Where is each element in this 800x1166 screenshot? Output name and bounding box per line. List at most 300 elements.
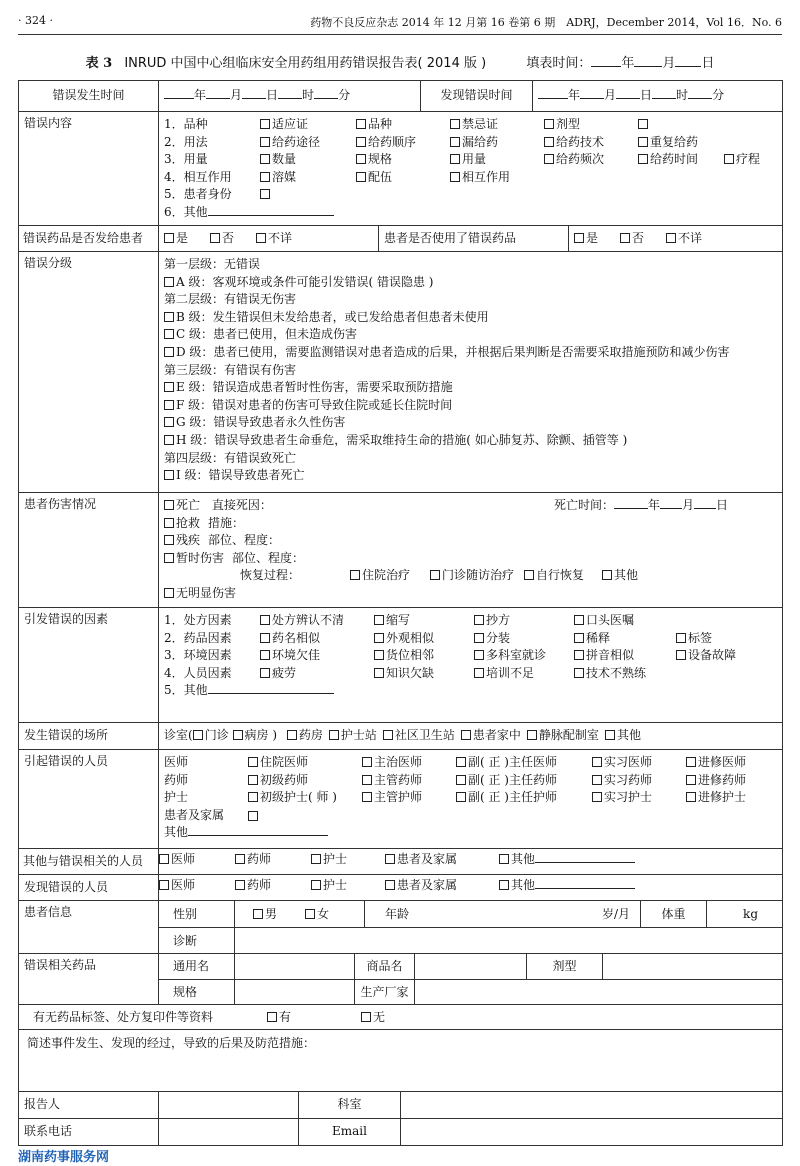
factor-option-checkbox[interactable]: [574, 668, 584, 678]
person-family-checkbox[interactable]: [248, 811, 258, 821]
factor-option-label: 缩写: [386, 613, 411, 627]
factor-option-checkbox[interactable]: [676, 633, 686, 643]
factor-option-checkbox[interactable]: [474, 668, 484, 678]
others-related-option[interactable]: [159, 849, 195, 869]
content-option-checkbox[interactable]: [450, 172, 460, 182]
manufacturer-field[interactable]: [415, 980, 783, 1005]
fill-day-blank[interactable]: [675, 55, 701, 67]
recovery-opt-2[interactable]: 自行恢复: [524, 567, 584, 585]
dispense-option-1[interactable]: [210, 231, 234, 245]
drug-row: [19, 954, 783, 1005]
content-category: 4．相互作用: [164, 169, 232, 184]
discoverer-other-blank[interactable]: [535, 877, 635, 889]
factor-option-checkbox[interactable]: [260, 615, 270, 625]
content-option-checkbox[interactable]: [638, 154, 648, 164]
diagnosis-field[interactable]: [235, 928, 783, 954]
factor-option-label: 设备故障: [688, 648, 737, 663]
content-option-checkbox[interactable]: [544, 119, 554, 129]
grade-checkbox[interactable]: [164, 382, 174, 392]
others-related-option-label: 护士: [323, 852, 348, 866]
dispense-option-checkbox[interactable]: [164, 233, 174, 243]
content-option[interactable]: [356, 169, 392, 187]
factor-line: [164, 612, 777, 630]
place-option-1[interactable]: [329, 728, 377, 742]
person-category: 护士: [164, 790, 189, 805]
grade-option-label: C 级：患者已使用，但未造成伤害: [176, 327, 357, 342]
content-option-label: 疗程: [736, 152, 761, 167]
manufacturer-label: 生产厂家: [355, 980, 415, 1005]
dispense-option-0[interactable]: [164, 231, 188, 245]
grade-option-label: B 级：发生错误但未发给患者，或已发给患者但患者未使用: [176, 309, 489, 324]
fill-date: [526, 56, 714, 71]
grade-option-label: I 级：错误导致患者死亡: [176, 468, 305, 483]
factor-option[interactable]: [574, 665, 646, 683]
place-options: [159, 723, 783, 749]
place-row: [19, 723, 783, 750]
content-option[interactable]: [450, 116, 498, 134]
content-option-checkbox[interactable]: [356, 154, 366, 164]
discoverer-option-label: 患者及家属: [397, 878, 458, 892]
running-header: [18, 12, 782, 35]
others-related-option-label: 患者及家属: [397, 852, 458, 866]
content-option[interactable]: [260, 186, 272, 204]
discoverer-row: [19, 875, 783, 901]
dispense-option-checkbox[interactable]: [210, 233, 220, 243]
content-option-checkbox[interactable]: [356, 172, 366, 182]
factor-option-label: 技术不熟练: [586, 665, 647, 680]
weight-field[interactable]: kg: [707, 901, 783, 927]
person-option-checkbox[interactable]: [592, 757, 602, 767]
age-field[interactable]: [365, 901, 641, 927]
person-option-checkbox[interactable]: [686, 792, 696, 802]
generic-name-field[interactable]: [235, 954, 355, 979]
site-logo-text: 湖南药事服务网: [18, 1150, 110, 1165]
others-related-option-checkbox[interactable]: [499, 854, 509, 864]
used-option-checkbox[interactable]: [574, 233, 584, 243]
content-option-checkbox[interactable]: [544, 137, 554, 147]
grade-option-label: E 级：错误造成患者暂时性伤害，需要采取预防措施: [176, 380, 453, 395]
fill-month-unit: 月: [662, 56, 676, 71]
person-option[interactable]: [456, 789, 557, 807]
reporter-label: 报告人: [19, 1092, 159, 1118]
dispense-option-label: 不详: [268, 231, 293, 245]
content-option-checkbox[interactable]: [450, 154, 460, 164]
person-option-checkbox[interactable]: [592, 792, 602, 802]
spec-field[interactable]: [235, 980, 355, 1005]
factor-option[interactable]: [474, 665, 534, 683]
person-option[interactable]: [362, 789, 422, 807]
rescue-checkbox[interactable]: [164, 518, 174, 528]
factor-option-checkbox[interactable]: [374, 668, 384, 678]
factor-option-checkbox[interactable]: [474, 633, 484, 643]
occur-time-fields[interactable]: 年 月 日 时 分: [159, 81, 421, 111]
person-option-checkbox[interactable]: [362, 757, 372, 767]
factors-row: [19, 608, 783, 723]
others-related-other-blank[interactable]: [535, 851, 635, 863]
grade-option[interactable]: [164, 397, 777, 415]
recovery-opt-0[interactable]: 住院治疗: [350, 567, 410, 585]
person-option[interactable]: [686, 789, 746, 807]
person-option-label: 住院医师: [260, 755, 309, 769]
content-option[interactable]: [260, 169, 296, 187]
grade-row: [19, 252, 783, 493]
trade-name-field[interactable]: [415, 954, 527, 979]
death-cause-label: 直接死因：: [211, 498, 272, 512]
grade-option[interactable]: [164, 379, 777, 397]
person-option-checkbox[interactable]: [362, 775, 372, 785]
factor-option[interactable]: [574, 647, 634, 665]
factor-option[interactable]: [260, 647, 320, 665]
person-option-checkbox[interactable]: [248, 792, 258, 802]
dispense-options[interactable]: [159, 226, 379, 251]
others-related-option-checkbox[interactable]: [159, 854, 169, 864]
others-related-option[interactable]: [311, 849, 347, 869]
person-other-blank[interactable]: [188, 824, 328, 836]
factor-option-checkbox[interactable]: [260, 668, 270, 678]
factor-option-label: 药名相似: [272, 630, 321, 645]
discoverer-option-checkbox[interactable]: [159, 880, 169, 890]
describe-row[interactable]: [19, 1030, 783, 1092]
content-option-checkbox[interactable]: [450, 137, 460, 147]
content-line: [164, 116, 777, 134]
content-option-label: 相互作用: [462, 169, 511, 184]
person-option-label: 进修药师: [698, 772, 747, 787]
grade-option[interactable]: [164, 414, 777, 432]
content-option[interactable]: [450, 151, 486, 169]
place-option-0[interactable]: [287, 728, 323, 742]
person-option-label: 进修医师: [698, 755, 747, 769]
sex-options[interactable]: 男 女: [235, 901, 365, 927]
persons-options: [159, 750, 783, 848]
content-option-checkbox[interactable]: [260, 137, 270, 147]
grade-option[interactable]: [164, 309, 777, 327]
grade-option[interactable]: [164, 326, 777, 344]
content-option[interactable]: [450, 134, 498, 152]
factor-option-label: 稀释: [586, 630, 611, 645]
factor-option-label: 环境欠佳: [272, 648, 321, 663]
discoverer-option[interactable]: [385, 875, 457, 895]
report-form: [18, 80, 783, 1146]
place-option-4[interactable]: [527, 728, 599, 742]
grade-level-label: 第三层级：有错误有伤害: [164, 362, 297, 377]
factor-option[interactable]: [474, 630, 510, 648]
content-option[interactable]: [260, 134, 320, 152]
factor-line: [164, 665, 777, 683]
content-category: 3．用量: [164, 152, 208, 167]
fill-month-blank[interactable]: [634, 55, 662, 67]
ward-option[interactable]: 病房 ): [233, 728, 278, 742]
used-option-checkbox[interactable]: [666, 233, 676, 243]
label-copy-no[interactable]: 无: [361, 1009, 385, 1025]
content-category: 2．用法: [164, 134, 208, 149]
used-option-label: 是: [586, 231, 599, 245]
content-option[interactable]: [356, 134, 416, 152]
place-checkbox[interactable]: [329, 730, 339, 740]
person-other-line: [164, 824, 777, 842]
person-option[interactable]: [456, 772, 557, 790]
grade-level-heading: [164, 362, 777, 380]
no-harm-checkbox[interactable]: [164, 588, 174, 598]
others-related-option[interactable]: [235, 849, 271, 869]
person-option[interactable]: [592, 754, 652, 772]
death-checkbox[interactable]: [164, 500, 174, 510]
factor-option-checkbox[interactable]: [374, 615, 384, 625]
factor-option[interactable]: [676, 647, 736, 665]
person-option-checkbox[interactable]: [456, 775, 466, 785]
others-related-row: [19, 849, 783, 875]
person-option-checkbox[interactable]: [456, 757, 466, 767]
grade-checkbox[interactable]: [164, 470, 174, 480]
place-checkbox[interactable]: [287, 730, 297, 740]
content-option-label: 给药频次: [556, 152, 605, 167]
harm-label: 患者伤害情况: [19, 493, 159, 607]
factor-category: 4．人员因素: [164, 665, 232, 680]
factor-option[interactable]: [474, 612, 510, 630]
harm-row: [19, 493, 783, 608]
department-field[interactable]: [401, 1092, 783, 1118]
grade-option[interactable]: [164, 344, 777, 362]
person-category: 医师: [164, 755, 189, 769]
content-option[interactable]: [450, 169, 510, 187]
content-option-checkbox[interactable]: [260, 154, 270, 164]
factor-option-checkbox[interactable]: [374, 633, 384, 643]
content-option-label: 给药时间: [650, 152, 699, 167]
others-related-label: 其他与错误相关的人员: [19, 849, 159, 874]
factor-option-checkbox[interactable]: [574, 650, 584, 660]
recovery-opt-3[interactable]: 其他: [602, 567, 638, 585]
grade-level-heading: [164, 450, 777, 468]
content-option-label: 剂型: [556, 117, 581, 131]
email-field[interactable]: [401, 1119, 783, 1145]
weight-label: 体重: [641, 901, 707, 927]
others-related-option[interactable]: [499, 849, 635, 869]
discoverer-option-checkbox[interactable]: [499, 880, 509, 890]
recovery-opt-1[interactable]: 门诊随访治疗: [430, 567, 514, 585]
content-other-line: [164, 204, 777, 222]
fill-day-unit: 日: [701, 56, 715, 71]
content-option[interactable]: [356, 151, 392, 169]
patient-row: [19, 901, 783, 954]
person-option[interactable]: [686, 772, 746, 790]
factor-option-checkbox[interactable]: [574, 615, 584, 625]
person-option-checkbox[interactable]: [248, 775, 258, 785]
person-option-checkbox[interactable]: [686, 757, 696, 767]
factor-option-checkbox[interactable]: [676, 650, 686, 660]
factor-option[interactable]: [574, 630, 610, 648]
factor-option-checkbox[interactable]: [474, 650, 484, 660]
content-option[interactable]: [260, 116, 308, 134]
content-option[interactable]: [638, 134, 698, 152]
grade-checkbox[interactable]: [164, 417, 174, 427]
place-checkbox[interactable]: [461, 730, 471, 740]
grade-checkbox[interactable]: [164, 435, 174, 445]
factor-option[interactable]: [260, 612, 344, 630]
content-option[interactable]: [638, 116, 650, 134]
person-option-checkbox[interactable]: [456, 792, 466, 802]
content-option[interactable]: [638, 151, 698, 169]
person-option-label: 主治医师: [374, 755, 423, 769]
content-option-checkbox[interactable]: [260, 119, 270, 129]
content-option-checkbox[interactable]: [260, 172, 270, 182]
content-option[interactable]: [356, 116, 392, 134]
grade-checkbox[interactable]: [164, 312, 174, 322]
discoverer-option-checkbox[interactable]: [385, 880, 395, 890]
factor-option[interactable]: [574, 612, 634, 630]
grade-level-label: 第二层级：有错误无伤害: [164, 292, 297, 307]
factor-option-checkbox[interactable]: [374, 650, 384, 660]
grade-option[interactable]: [164, 467, 777, 485]
death-time[interactable]: 死亡时间： 年 月 日: [554, 498, 729, 512]
person-option-label: 初级护士( 师 ): [260, 790, 337, 805]
discoverer-option[interactable]: [499, 875, 635, 895]
content-option-checkbox[interactable]: [450, 119, 460, 129]
person-option[interactable]: [592, 772, 652, 790]
dispense-option-2[interactable]: [256, 231, 292, 245]
others-related-option-checkbox[interactable]: [311, 854, 321, 864]
factor-option[interactable]: [260, 665, 296, 683]
disability-checkbox[interactable]: [164, 535, 174, 545]
person-option-checkbox[interactable]: [686, 775, 696, 785]
place-option-2[interactable]: [383, 728, 455, 742]
person-option[interactable]: [362, 772, 422, 790]
person-option[interactable]: [248, 754, 308, 772]
sex-label: 性别: [159, 901, 235, 927]
place-option-3[interactable]: [461, 728, 521, 742]
person-option-checkbox[interactable]: [248, 757, 258, 767]
grade-checkbox[interactable]: [164, 347, 174, 357]
reporter-field[interactable]: [159, 1092, 299, 1118]
dosage-form-field[interactable]: [603, 954, 783, 979]
content-option-checkbox[interactable]: [724, 154, 734, 164]
grade-option[interactable]: [164, 432, 777, 450]
place-checkbox[interactable]: [383, 730, 393, 740]
outpatient-option[interactable]: 门诊: [193, 728, 229, 742]
discover-time-fields[interactable]: 年 月 日 时 分: [533, 81, 783, 111]
person-option[interactable]: [248, 772, 308, 790]
person-option-checkbox[interactable]: [362, 792, 372, 802]
used-option-label: 否: [632, 231, 645, 245]
diagnosis-label: 诊断: [159, 928, 235, 954]
content-option[interactable]: [544, 151, 604, 169]
discoverer-option[interactable]: [235, 875, 271, 895]
discoverer-option-label: 护士: [323, 878, 348, 892]
content-options: [159, 112, 783, 225]
discoverer-option[interactable]: [311, 875, 347, 895]
factor-option[interactable]: [374, 647, 434, 665]
factor-other-blank[interactable]: [208, 682, 334, 694]
dispense-option-checkbox[interactable]: [256, 233, 266, 243]
disability-site-label: 部位、程度：: [208, 533, 281, 548]
place-checkbox[interactable]: [527, 730, 537, 740]
discoverer-option[interactable]: [159, 875, 195, 895]
person-option-checkbox[interactable]: [592, 775, 602, 785]
used-option-0[interactable]: [574, 231, 598, 245]
content-option[interactable]: [260, 151, 296, 169]
content-option[interactable]: [544, 116, 580, 134]
grade-checkbox[interactable]: [164, 400, 174, 410]
temporary-harm-checkbox[interactable]: [164, 553, 174, 563]
factor-option[interactable]: [474, 647, 546, 665]
person-option-label: 初级药师: [260, 772, 309, 787]
factor-option-checkbox[interactable]: [260, 650, 270, 660]
person-option[interactable]: [362, 754, 422, 772]
person-option[interactable]: [686, 754, 746, 772]
used-option-1[interactable]: [620, 231, 644, 245]
phone-field[interactable]: [159, 1119, 299, 1145]
person-option[interactable]: [456, 754, 557, 772]
content-option-label: 给药途径: [272, 134, 321, 149]
grade-checkbox[interactable]: [164, 329, 174, 339]
factor-other-label: 5．其他: [164, 683, 208, 698]
content-other-blank[interactable]: [208, 204, 334, 216]
person-option[interactable]: [248, 789, 337, 807]
place-label: 患者家中: [472, 728, 521, 742]
table-title: [0, 52, 800, 71]
place-option-5[interactable]: [605, 728, 641, 742]
rescue-label: 抢救: [176, 515, 201, 530]
fill-year-blank[interactable]: [591, 55, 621, 67]
used-option-checkbox[interactable]: [620, 233, 630, 243]
drug-label: 错误相关药品: [19, 954, 159, 1004]
person-family-line: [164, 807, 777, 825]
discoverer-option-checkbox[interactable]: [235, 880, 245, 890]
content-option-label: 规格: [368, 152, 393, 167]
factor-option[interactable]: [374, 665, 434, 683]
place-label: 药房: [298, 728, 323, 742]
grade-checkbox[interactable]: [164, 277, 174, 287]
label-copy-yes[interactable]: 有: [267, 1009, 291, 1025]
others-related-option-label: 其他: [511, 852, 536, 866]
temporary-harm-label: 暂时伤害: [176, 550, 225, 565]
content-option-label: 配伍: [368, 169, 393, 184]
person-option-label: 主管护师: [374, 790, 423, 805]
place-checkbox[interactable]: [605, 730, 615, 740]
grade-option-label: H 级：错误导致患者生命垂危，需采取维持生命的措施( 如心肺复苏、除颤、插管等 ): [176, 432, 628, 447]
content-option-checkbox[interactable]: [638, 137, 648, 147]
content-option-checkbox[interactable]: [544, 154, 554, 164]
discoverer-option-checkbox[interactable]: [311, 880, 321, 890]
others-related-option-checkbox[interactable]: [235, 854, 245, 864]
others-related-option-checkbox[interactable]: [385, 854, 395, 864]
factor-option-checkbox[interactable]: [574, 633, 584, 643]
used-options[interactable]: [569, 226, 783, 251]
used-option-2[interactable]: [666, 231, 702, 245]
factor-option[interactable]: [676, 630, 712, 648]
factor-option-checkbox[interactable]: [260, 633, 270, 643]
factor-option[interactable]: [374, 630, 434, 648]
factor-option-checkbox[interactable]: [474, 615, 484, 625]
content-option-label: 给药技术: [556, 134, 605, 149]
factor-line: [164, 647, 777, 665]
content-option[interactable]: [544, 134, 604, 152]
others-related-option[interactable]: [385, 849, 457, 869]
factor-option-label: 知识欠缺: [386, 665, 435, 680]
grade-level-label: 第一层级：无错误: [164, 257, 261, 271]
person-option-label: 副( 正 )主任药师: [468, 772, 557, 787]
person-option[interactable]: [592, 789, 652, 807]
content-option-checkbox[interactable]: [260, 189, 270, 199]
factor-option[interactable]: [374, 612, 410, 630]
factor-option[interactable]: [260, 630, 320, 648]
content-option-checkbox[interactable]: [356, 137, 366, 147]
content-option[interactable]: [724, 151, 760, 169]
grade-option-label: D 级：患者已使用，需要监测错误对患者造成的后果，并根据后果判断是否需要采取措施预防和减少伤害: [176, 344, 730, 359]
grade-option[interactable]: [164, 274, 777, 292]
death-label: 死亡: [176, 498, 201, 512]
content-option-checkbox[interactable]: [356, 119, 366, 129]
person-line: [164, 789, 777, 807]
content-option-checkbox[interactable]: [638, 119, 648, 129]
